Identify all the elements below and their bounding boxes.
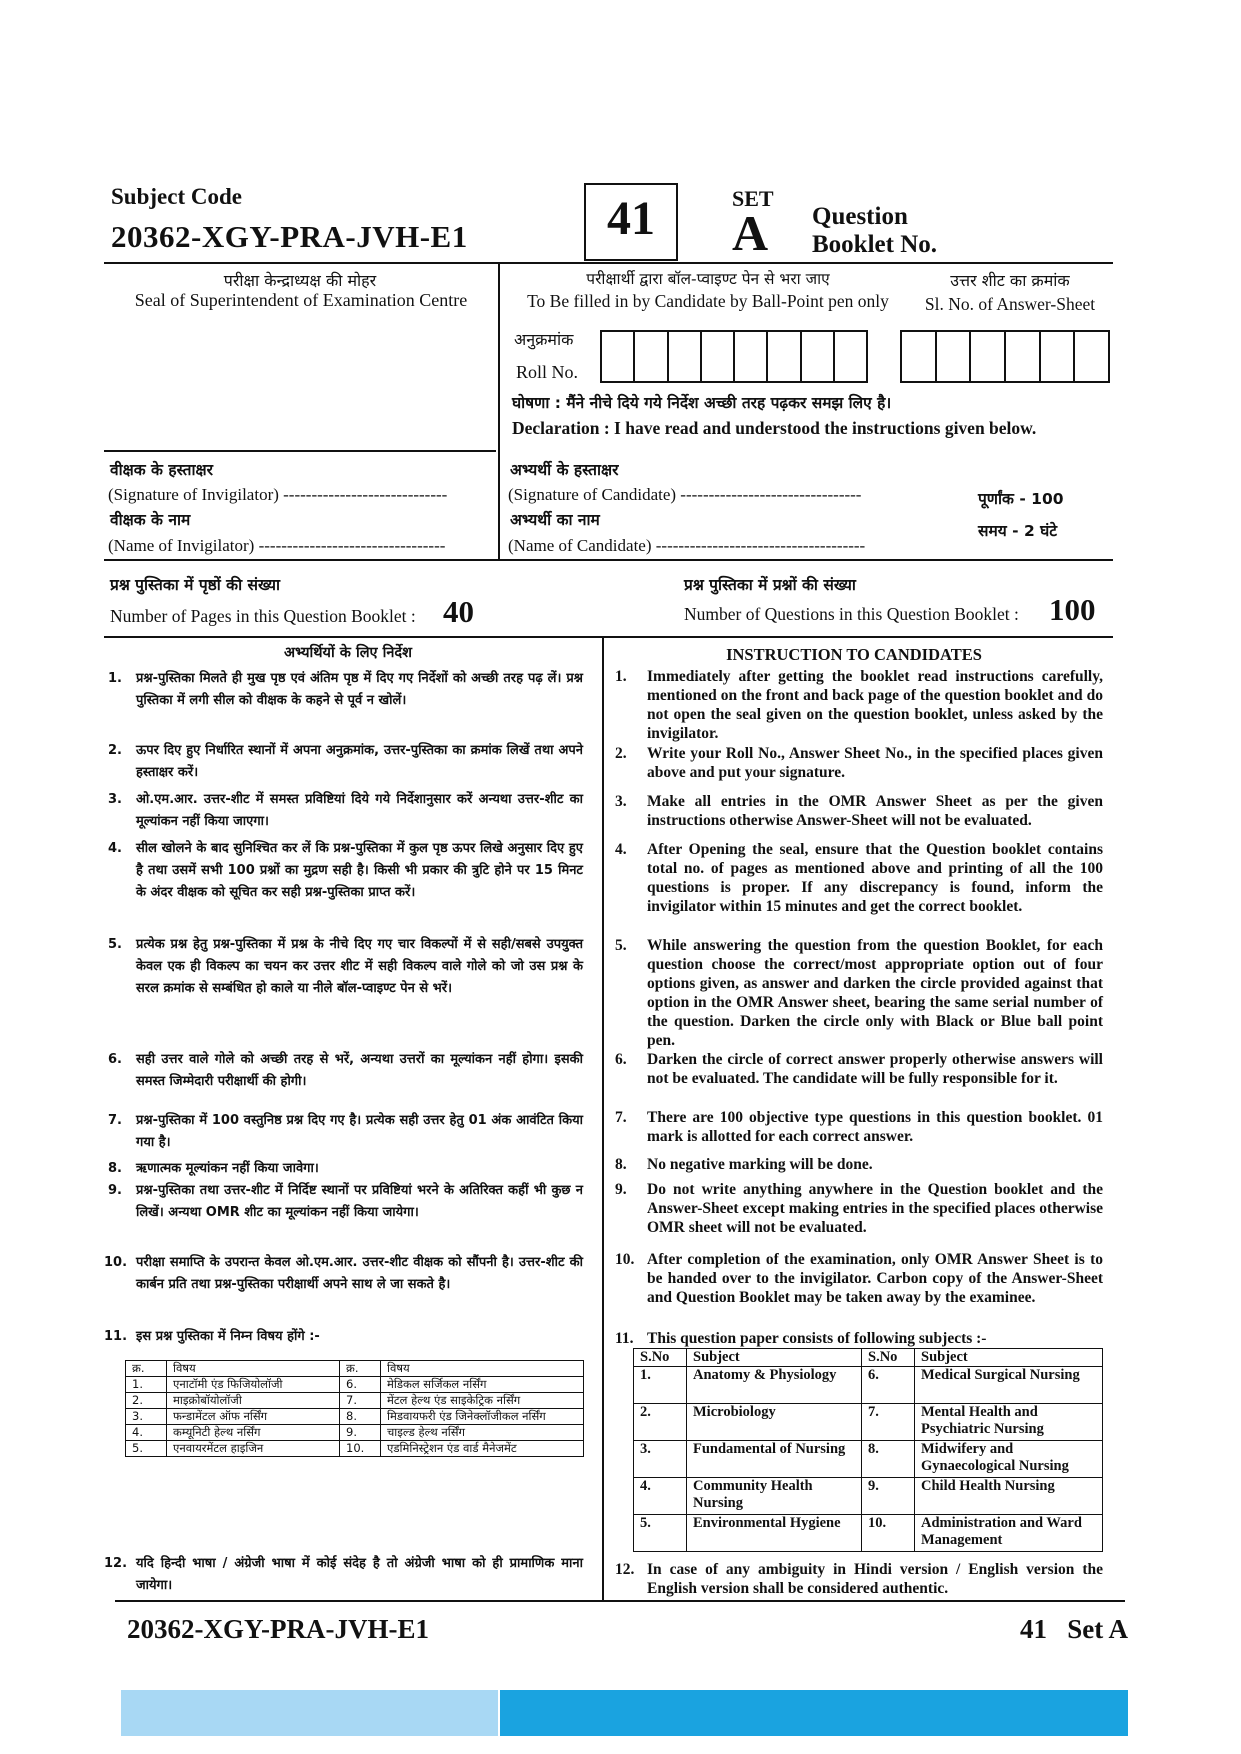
seal-divider (498, 262, 500, 452)
roll-number-boxes[interactable] (600, 330, 868, 383)
full-marks: पूर्णांक - 100 (978, 490, 1064, 508)
pages-bottom-line (104, 636, 1113, 638)
footer-set: 41 Set A (1020, 1614, 1128, 1644)
table-row: 2. माइक्रोबॉयोलॉजी 7. मेंटल हेल्थ एंड साइकेट्रिक नर्सिंग (126, 1393, 584, 1409)
table-row: 5. एनवायरमेंटल हाइजिन 10. एडमिनिस्ट्रेशन एंड वार्ड मैनेजमेंट (126, 1441, 584, 1457)
questions-en: Number of Questions in this Question Booklet : (684, 604, 1019, 624)
set-label: SET (732, 186, 774, 211)
questions-value: 100 (1049, 592, 1096, 627)
candidate-fill-hi: परीक्षार्थी द्वारा बॉल-प्वाइण्ट पेन से भरा जाए (586, 270, 830, 288)
booklet-number: 41 (607, 192, 655, 245)
table-header-row: क्र. विषय क्र. विषय (126, 1361, 584, 1377)
invigilator-sign-en: (Signature of Invigilator) ----------------------------- (108, 485, 448, 504)
footer-band-dark (500, 1690, 1128, 1736)
roll-digit-box[interactable] (635, 332, 668, 381)
footer-band-light (121, 1690, 498, 1736)
instructions-en-title: INSTRUCTION TO CANDIDATES (726, 645, 982, 664)
seal-hi: परीक्षा केन्द्राध्यक्ष की मोहर (223, 271, 377, 290)
sign-divider (498, 452, 500, 560)
questions-hi: प्रश्न पुस्तिका में प्रश्नों की संख्या (684, 576, 856, 594)
table-row: 1. एनाटॉमी एंड फिजियोलॉजी 6. मेडिकल सर्जिकल नर्सिंग (126, 1377, 584, 1393)
invigilator-name-en: (Name of Invigilator) --------------------------------- (108, 536, 446, 555)
answer-sheet-digit-box[interactable] (1075, 332, 1108, 381)
table-row: 3. फन्डामेंटल ऑफ नर्सिंग 8. मिडवायफरी एंड जिनेक्लॉजीकल नर्सिंग (126, 1409, 584, 1425)
sign-bottom-line (104, 559, 1113, 561)
table-header-row: S.No Subject S.No Subject (634, 1349, 1103, 1367)
table-row: 4. Community Health Nursing 9. Child Health Nursing (634, 1478, 1103, 1515)
candidate-name-en: (Name of Candidate) ------------------------------------- (508, 536, 866, 555)
declaration-hi: घोषणा : मैंने नीचे दिये गये निर्देश अच्छी तरह पढ़कर समझ लिए है। (512, 394, 892, 412)
roll-digit-box[interactable] (702, 332, 735, 381)
answer-sheet-digit-box[interactable] (902, 332, 937, 381)
table-row: 5. Environmental Hygiene 10. Administration and Ward Management (634, 1515, 1103, 1552)
roll-digit-box[interactable] (835, 332, 866, 381)
booklet-label-line2: Booklet No. (812, 231, 937, 258)
set-value: A (732, 205, 769, 261)
header-divider (104, 262, 1113, 264)
exam-time: समय - 2 घंटे (978, 522, 1058, 540)
instructions-hi-title: अभ्यर्थियों के लिए निर्देश (284, 645, 412, 661)
instructions-bottom-line (115, 1600, 1125, 1602)
seal-en: Seal of Superintendent of Examination Centre (134, 290, 468, 310)
answer-sheet-digit-box[interactable] (1041, 332, 1076, 381)
roll-digit-box[interactable] (802, 332, 835, 381)
answer-sheet-hi: उत्तर शीट का क्रमांक (950, 271, 1070, 290)
booklet-label (812, 203, 937, 259)
candidate-sign-en: (Signature of Candidate) -------------------------------- (508, 485, 862, 504)
roll-digit-box[interactable] (768, 332, 801, 381)
seal-bottom-line (104, 450, 496, 452)
invigilator-name-hi: वीक्षक के नाम (110, 511, 191, 529)
table-row: 4. कम्यूनिटी हेल्थ नर्सिंग 9. चाइल्ड हेल्थ नर्सिंग (126, 1425, 584, 1441)
pages-hi: प्रश्न पुस्तिका में पृष्ठों की संख्या (110, 576, 281, 594)
roll-digit-box[interactable] (735, 332, 768, 381)
candidate-name-hi: अभ्यर्थी का नाम (510, 511, 600, 529)
answer-sheet-digit-box[interactable] (937, 332, 972, 381)
roll-en: Roll No. (516, 362, 579, 382)
answer-sheet-boxes[interactable] (900, 330, 1110, 383)
declaration-en: Declaration : I have read and understood the instructions given below. (512, 418, 1037, 438)
roll-hi: अनुक्रमांक (514, 330, 574, 349)
subject-code-label: Subject Code (111, 184, 242, 209)
pages-value: 40 (443, 594, 474, 629)
answer-sheet-en: Sl. No. of Answer-Sheet (924, 294, 1096, 314)
table-row: 2. Microbiology 7. Mental Health and Psychiatric Nursing (634, 1404, 1103, 1441)
subject-code: 20362-XGY-PRA-JVH-E1 (111, 219, 468, 254)
table-row: 3. Fundamental of Nursing 8. Midwifery and Gynaecological Nursing (634, 1441, 1103, 1478)
pages-en: Number of Pages in this Question Booklet : (110, 606, 416, 626)
booklet-label-line1: Question (812, 203, 908, 230)
answer-sheet-digit-box[interactable] (971, 332, 1006, 381)
roll-digit-box[interactable] (669, 332, 702, 381)
roll-digit-box[interactable] (602, 332, 635, 381)
instructions-divider (602, 636, 604, 1600)
answer-sheet-digit-box[interactable] (1006, 332, 1041, 381)
subjects-table-en (633, 1348, 1103, 1552)
subjects-table-hi (125, 1360, 584, 1457)
invigilator-sign-hi: वीक्षक के हस्ताक्षर (110, 461, 213, 479)
candidate-sign-hi: अभ्यर्थी के हस्ताक्षर (510, 461, 619, 479)
table-row: 1. Anatomy & Physiology 6. Medical Surgical Nursing (634, 1367, 1103, 1404)
candidate-fill-en: To Be filled in by Candidate by Ball-Point pen only (527, 291, 889, 311)
footer-code: 20362-XGY-PRA-JVH-E1 (127, 1614, 429, 1644)
